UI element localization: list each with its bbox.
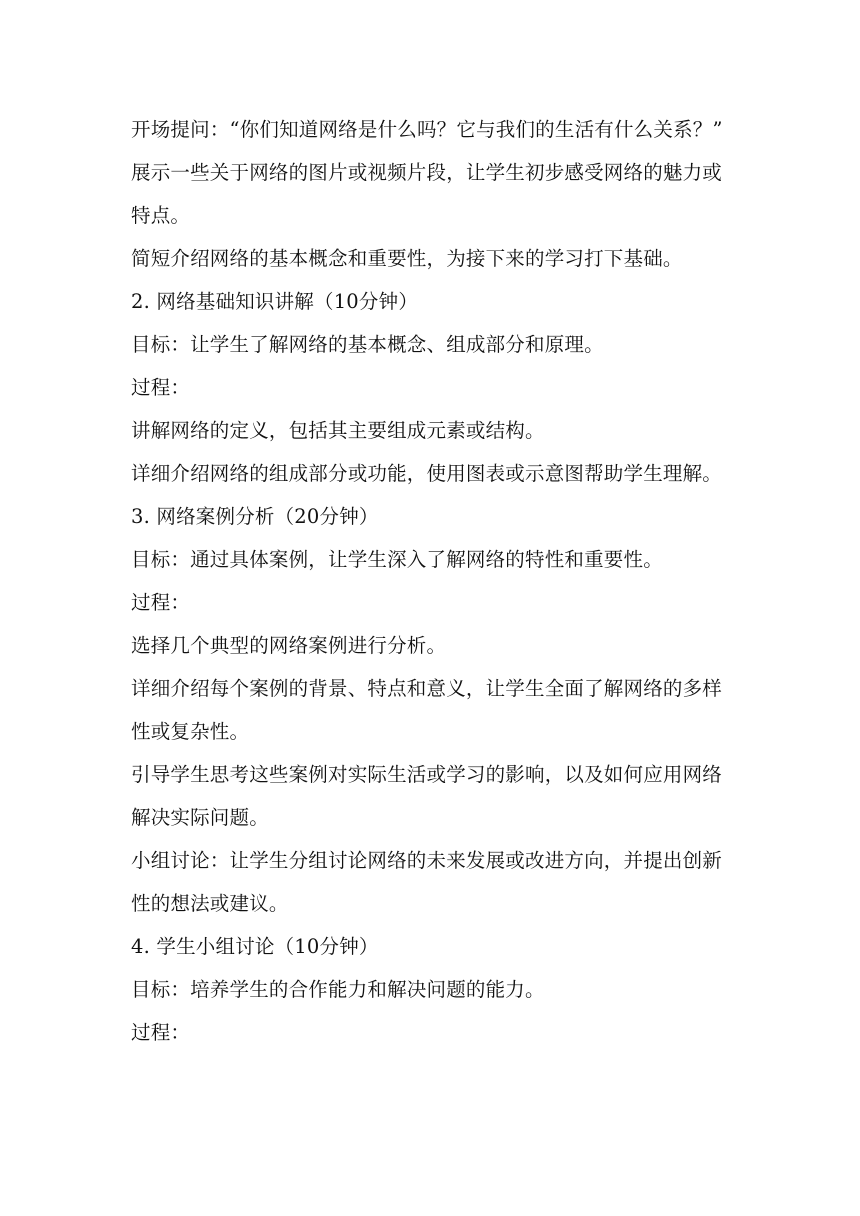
intro-question: 开场提问：“你们知道网络是什么吗？它与我们的生活有什么关系？” (131, 118, 723, 141)
section-2-step-1: 讲解网络的定义，包括其主要组成元素或结构。 (131, 419, 545, 442)
document-body (131, 108, 741, 1054)
section-heading-2: 2. 网络基础知识讲解（10分钟） (131, 290, 419, 313)
section-2-goal: 目标：让学生了解网络的基本概念、组成部分和原理。 (131, 333, 604, 356)
section-3-step-3-cont: 解决实际问题。 (131, 806, 269, 829)
section-2-step-2: 详细介绍网络的组成部分或功能，使用图表或示意图帮助学生理解。 (131, 462, 723, 485)
section-2-process-label: 过程： (131, 376, 191, 399)
section-3-step-1: 选择几个典型的网络案例进行分析。 (131, 634, 447, 657)
section-3-process-label: 过程： (131, 591, 191, 614)
intro-show-media: 展示一些关于网络的图片或视频片段，让学生初步感受网络的魅力或 (131, 161, 723, 184)
section-heading-4: 4. 学生小组讨论（10分钟） (131, 935, 379, 958)
section-3-step-3: 引导学生思考这些案例对实际生活或学习的影响，以及如何应用网络 (131, 763, 723, 786)
section-3-step-4-cont: 性的想法或建议。 (131, 892, 289, 915)
intro-show-media-cont: 特点。 (131, 204, 191, 227)
section-heading-3: 3. 网络案例分析（20分钟） (131, 505, 379, 528)
intro-brief: 简短介绍网络的基本概念和重要性，为接下来的学习打下基础。 (131, 247, 683, 270)
section-4-goal: 目标：培养学生的合作能力和解决问题的能力。 (131, 978, 545, 1001)
section-3-step-2-cont: 性或复杂性。 (131, 720, 250, 743)
section-4-process-label: 过程： (131, 1021, 191, 1044)
section-3-step-2: 详细介绍每个案例的背景、特点和意义，让学生全面了解网络的多样 (131, 677, 723, 700)
section-3-goal: 目标：通过具体案例，让学生深入了解网络的特性和重要性。 (131, 548, 663, 571)
section-3-step-4: 小组讨论：让学生分组讨论网络的未来发展或改进方向，并提出创新 (131, 849, 723, 872)
